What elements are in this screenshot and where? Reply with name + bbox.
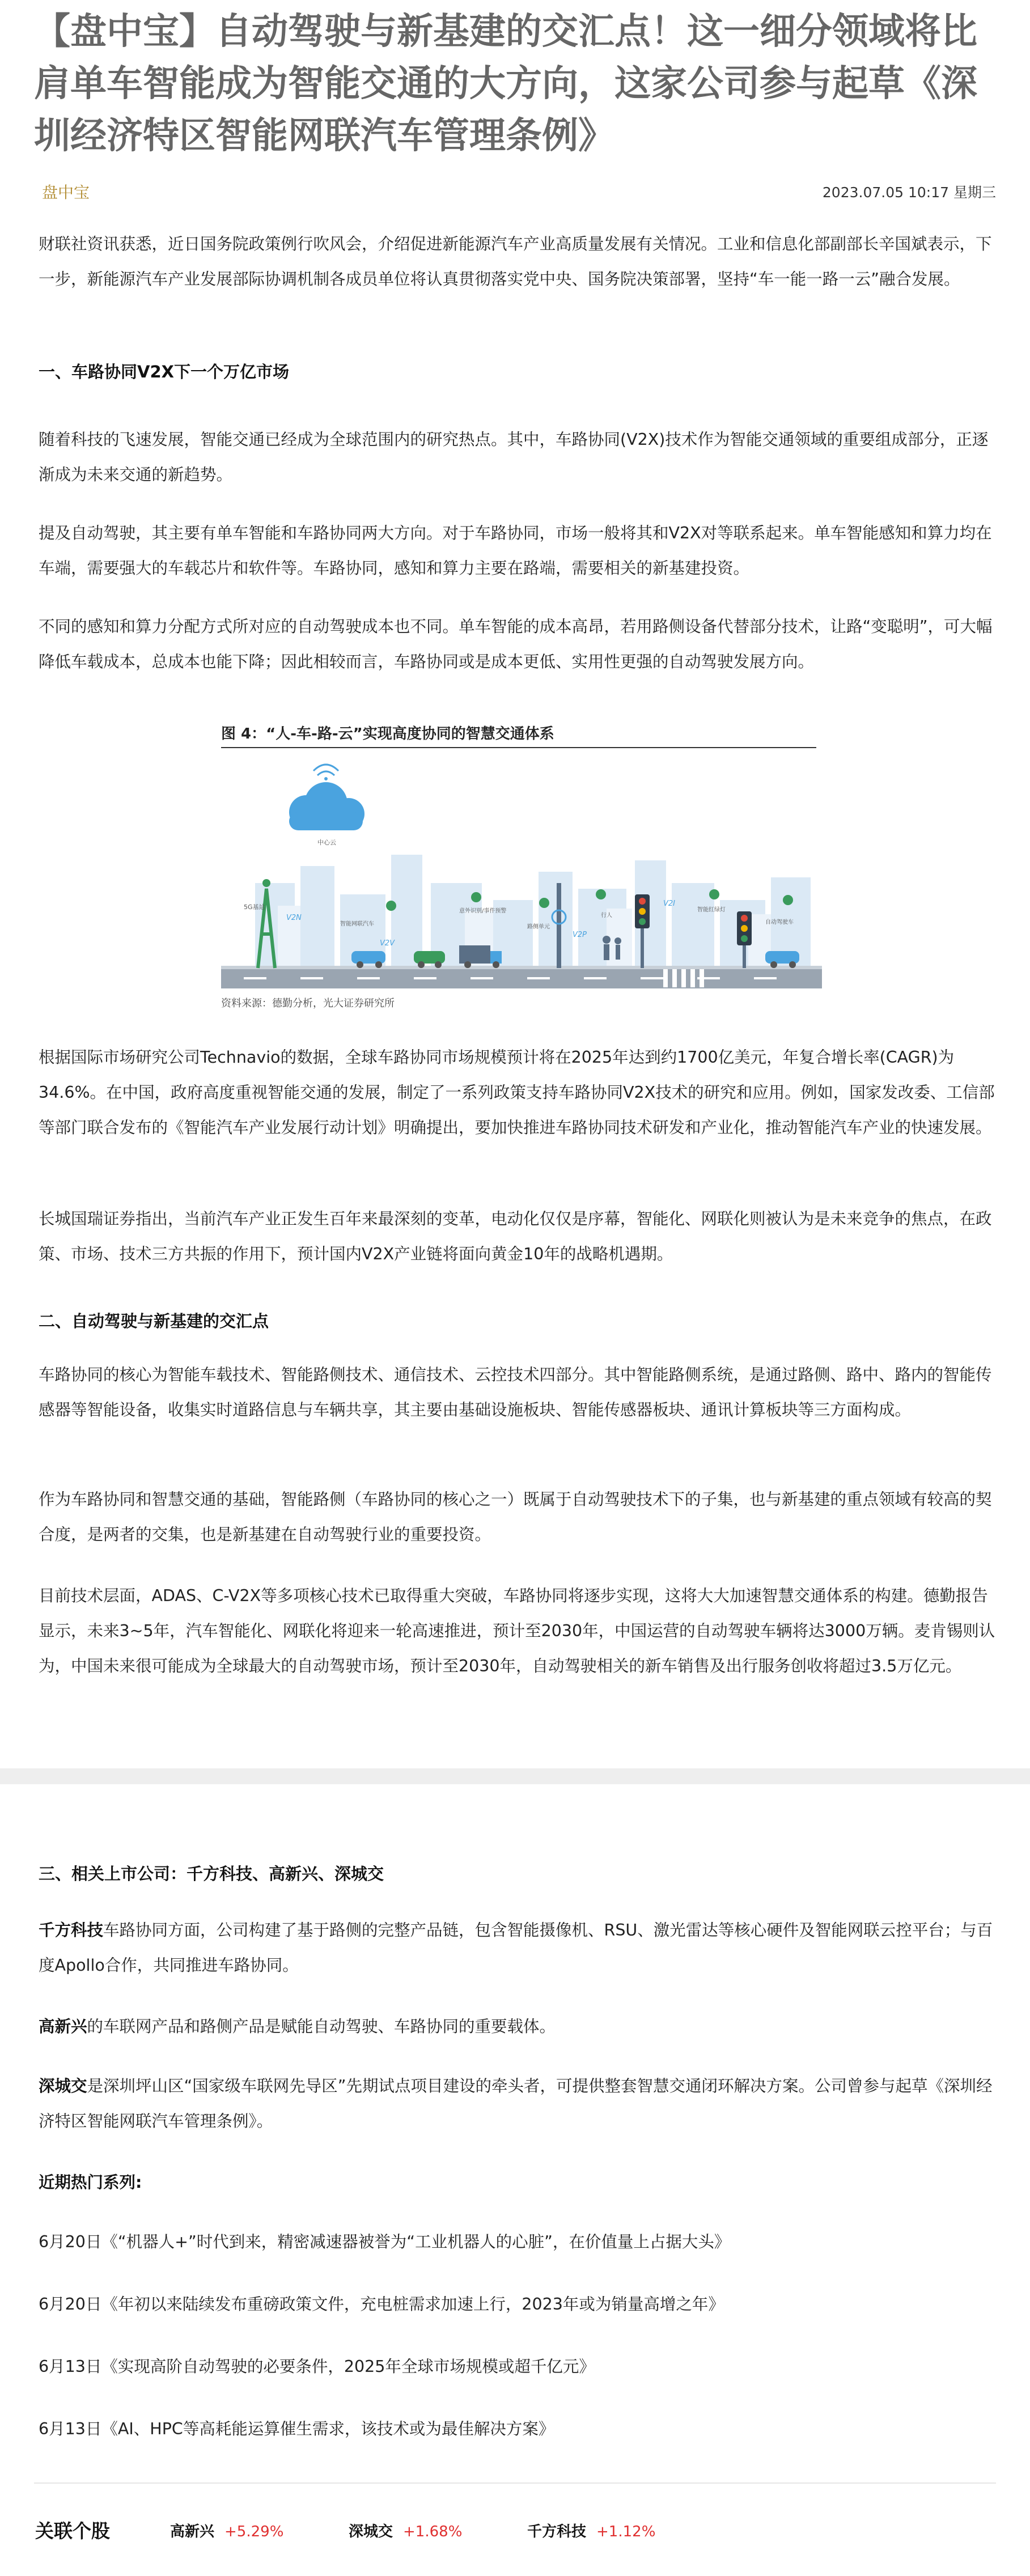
stock-name: 高新兴 xyxy=(170,2523,215,2540)
paragraph-3: 提及自动驾驶，其主要有单车智能和车路协同两大方向。对于车路协同，市场一般将其和V2X对等联系起来。单车智能感知和算力均在车端，需要强大的车载芯片和软件等。车路协同，感知和算力主要在路端，需要相关的新基建投资。 xyxy=(39,524,992,578)
label-pedestrian: 行人 xyxy=(601,913,612,919)
hot-link-2[interactable]: 6月20日《年初以来陆续发布重磅政策文件，充电桩需求加速上行，2023年或为销量高增之年》 xyxy=(39,2295,724,2314)
figure-source: 资料来源：德勤分析，光大证券研究所 xyxy=(221,998,395,1009)
related-divider xyxy=(34,2482,996,2484)
paragraph-2: 随着科技的飞速发展，智能交通已经成为全球范围内的研究热点。其中，车路协同(V2X)技术作为智能交通领域的重要组成部分，正逐渐成为未来交通的新趋势。 xyxy=(39,430,989,484)
company-text-gosuncn: 的车联网产品和路侧产品是赋能自动驾驶、车路协同的重要载体。 xyxy=(87,2017,556,2036)
wifi-icon xyxy=(313,765,338,775)
source-label[interactable]: 盘中宝 xyxy=(42,183,90,202)
stock-change: +5.29% xyxy=(224,2523,284,2540)
label-5g: 5G基站 xyxy=(244,903,265,911)
company-text-shenchengjiao: 是深圳坪山区“国家级车联网先导区”先期试点项目建设的牵头者，可提供整套智慧交通闭环解决方案。公司曾参与起草《深圳经济特区智能网联汽车管理条例》。 xyxy=(39,2077,993,2131)
hot-link-1[interactable]: 6月20日《“机器人+”时代到来，精密减速器被誉为“工业机器人的心脏”，在价值量上占据大头》 xyxy=(39,2233,731,2251)
company-gosuncn xyxy=(39,2009,997,2044)
company-shenchengjiao xyxy=(39,2069,997,2139)
company-qianfang xyxy=(39,1913,997,1983)
hot-link-3[interactable]: 6月13日《实现高阶自动驾驶的必要条件，2025年全球市场规模或超千亿元》 xyxy=(39,2357,595,2376)
label-rsu: 路侧单元 xyxy=(527,924,550,930)
section-heading-2: 二、自动驾驶与新基建的交汇点 xyxy=(39,1312,269,1331)
section-heading-3: 三、相关上市公司：千方科技、高新兴、深城交 xyxy=(39,1864,384,1883)
stock-name: 千方科技 xyxy=(527,2523,587,2540)
car-icon xyxy=(414,951,445,968)
cloud-icon xyxy=(289,782,364,830)
stock-name: 深城交 xyxy=(349,2523,393,2540)
stock-change: +1.68% xyxy=(403,2523,463,2540)
article-meta xyxy=(34,176,996,210)
article-title: 【盘中宝】自动驾驶与新基建的交汇点！这一细分领域将比肩单车智能成为智能交通的大方向，这家公司参与起草《深圳经济特区智能网联汽车管理条例》 xyxy=(34,11,977,157)
paragraph-8: 作为车路协同和智慧交通的基础，智能路侧（车路协同的核心之一）既属于自动驾驶技术下的子集，也与新基建的重点领域有较高的契合度，是两者的交集，也是新基建在自动驾驶行业的重要投资。 xyxy=(39,1490,992,1544)
section-divider xyxy=(0,1768,1030,1784)
company-name-qianfang[interactable]: 千方科技 xyxy=(39,1921,104,1940)
paragraph-9: 目前技术层面，ADAS、C-V2X等多项核心技术已取得重大突破，车路协同将逐步实现，这将大大加速智慧交通体系的构建。德勤报告显示，未来3~5年，汽车智能化、网联化将迎来一轮高速推进，预计至2030年，中国运营的自动驾驶车辆将达3000万辆。麦肯锡则认为，中国未来很可能成为全球最大的自动驾驶市场，预计至2030年，自动驾驶相关的新车销售及出行服务创收将超过3.5万亿元。 xyxy=(39,1586,995,1675)
company-name-shenchengjiao[interactable]: 深城交 xyxy=(39,2077,87,2095)
company-name-gosuncn[interactable]: 高新兴 xyxy=(39,2017,87,2036)
smart-traffic-illustration xyxy=(210,713,833,996)
stock-item[interactable] xyxy=(527,2520,655,2541)
hot-link-4[interactable]: 6月13日《AI、HPC等高耗能运算催生需求，该技术或为最佳解决方案》 xyxy=(39,2420,555,2438)
section-heading-1: 一、车路协同V2X下一个万亿市场 xyxy=(39,362,289,381)
label-autonomous-car: 自动驾驶车 xyxy=(765,919,794,926)
label-connected-car: 智能网联汽车 xyxy=(340,921,374,927)
label-v2n: V2N xyxy=(286,914,302,922)
figure-title-text: 图 4：“人-车-路-云”实现高度协同的智慧交通体系 xyxy=(221,725,554,742)
paragraph-6: 长城国瑞证券指出，当前汽车产业正发生百年来最深刻的变革，电动化仅仅是序幕，智能化、网联化则被认为是未来竞争的焦点，在政策、市场、技术三方共振的作用下，预计国内V2X产业链将面向黄金10年的战略机遇期。 xyxy=(39,1210,992,1263)
label-event-warning: 意外识别/事件预警 xyxy=(459,908,507,914)
paragraph-7: 车路协同的核心为智能车载技术、智能路侧技术、通信技术、云控技术四部分。其中智能路侧系统，是通过路侧、路中、路内的智能传感器等智能设备，收集实时道路信息与车辆共享，其主要由基础设施板块、智能传感器板块、通讯计算板块等三方面构成。 xyxy=(39,1365,992,1419)
publish-datetime: 2023.07.05 10:17 星期三 xyxy=(822,184,996,201)
cloud-label: 中心云 xyxy=(317,839,336,846)
paragraph-5: 根据国际市场研究公司Technavio的数据，全球车路协同市场规模预计将在2025年达到约1700亿美元，年复合增长率(CAGR)为34.6%。在中国，政府高度重视智能交通的发展，制定了一系列政策支持车路协同V2X技术的研究和应用。例如，国家发改委、工信部等部门联合发布的《智能汽车产业发展行动计划》明确提出，要加快推进车路协同技术研发和产业化，推动智能汽车产业的快速发展。 xyxy=(39,1048,995,1137)
paragraph-4: 不同的感知和算力分配方式所对应的自动驾驶成本也不同。单车智能的成本高昂，若用路侧设备代替部分技术，让路“变聪明”，可大幅降低车载成本，总成本也能下降；因此相较而言，车路协同或是成本更低、实用性更强的自动驾驶发展方向。 xyxy=(39,617,993,671)
stock-change: +1.12% xyxy=(596,2523,656,2540)
label-v2v: V2V xyxy=(380,939,395,948)
stock-item[interactable] xyxy=(170,2520,283,2541)
paragraph-intro: 财联社资讯获悉，近日国务院政策例行吹风会，介绍促进新能源汽车产业高质量发展有关情况。工业和信息化部副部长辛国斌表示，下一步，新能源汽车产业发展部际协调机制各成员单位将认真贯彻落实党中央、国务院决策部署，坚持“车一能一路一云”融合发展。 xyxy=(39,235,992,288)
label-v2p: V2P xyxy=(573,931,587,939)
company-text-qianfang: 车路协同方面，公司构建了基于路侧的完整产品链，包含智能摄像机、RSU、激光雷达等核心硬件及智能网联云控平台；与百度Apollo合作，共同推进车路协同。 xyxy=(39,1921,993,1975)
label-smart-light: 智能红绿灯 xyxy=(697,907,726,913)
hot-series-title: 近期热门系列: xyxy=(39,2173,142,2192)
label-v2i: V2I xyxy=(663,899,675,908)
related-stocks-title: 关联个股 xyxy=(35,2520,110,2542)
stock-item[interactable] xyxy=(349,2520,462,2541)
smart-traffic-figure xyxy=(210,713,833,1019)
